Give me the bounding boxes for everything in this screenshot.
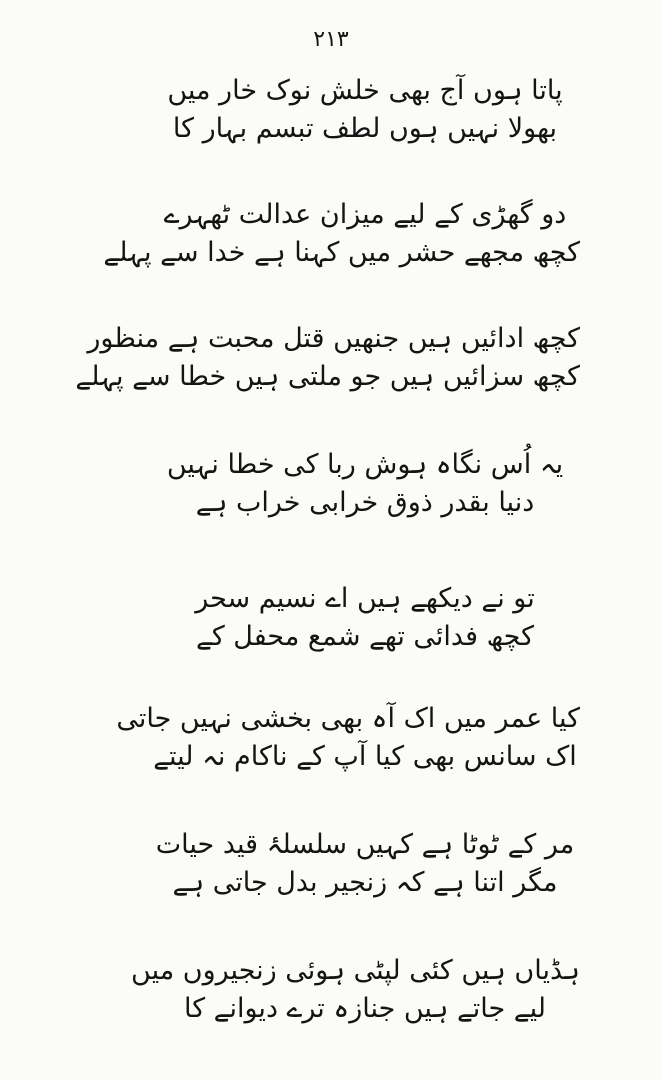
- couplet: [150, 446, 580, 522]
- verse-line: کیا عمر میں اک آہ بھی بخشی نہیں جاتی: [116, 703, 580, 734]
- couplet: [131, 952, 580, 1028]
- verse-line: کچھ سزائیں ہیں جو ملتی ہیں خطا سے پہلے: [75, 361, 580, 392]
- verse-line: کچھ فدائی تھے شمع محفل کے: [196, 621, 534, 652]
- verse-line: پاتا ہوں آج بھی خلش نوک خار میں: [167, 75, 563, 106]
- verse-line: بھولا نہیں ہوں لطف تبسم بہار کا: [172, 113, 558, 144]
- page-number: ۲۱۳: [313, 27, 349, 52]
- couplet: [150, 72, 580, 148]
- verse-line: لیے جاتے ہیں جنازہ ترے دیوانے کا: [183, 993, 547, 1024]
- couplet: [116, 700, 580, 776]
- verse-line: اک سانس بھی کیا آپ کے ناکام نہ لیتے: [153, 741, 577, 772]
- couplet: [150, 580, 580, 656]
- verse-line: تو نے دیکھے ہیں اے نسیم سحر: [195, 583, 535, 614]
- couplet: [150, 826, 580, 902]
- verse-line: ہڈیاں ہیں کئی لپٹی ہوئی زنجیروں میں: [131, 955, 580, 986]
- couplet: [103, 196, 580, 272]
- verse-line: کچھ ادائیں ہیں جنھیں قتل محبت ہے منظور: [87, 323, 580, 354]
- verse-line: دنیا بقدر ذوق خرابی خراب ہے: [195, 487, 535, 518]
- verse-line: دو گھڑی کے لیے میزان عدالت ٹھہرے: [163, 199, 567, 230]
- verse-line: مگر اتنا ہے کہ زنجیر بدل جاتی ہے: [172, 867, 558, 898]
- couplet: [75, 320, 580, 396]
- verse-line: مر کے ٹوٹا ہے کہیں سلسلۂ قید حیات: [155, 829, 575, 860]
- verse-line: کچھ مجھے حشر میں کہنا ہے خدا سے پہلے: [103, 237, 580, 268]
- verse-line: یہ اُس نگاہ ہوش ربا کی خطا نہیں: [166, 449, 564, 480]
